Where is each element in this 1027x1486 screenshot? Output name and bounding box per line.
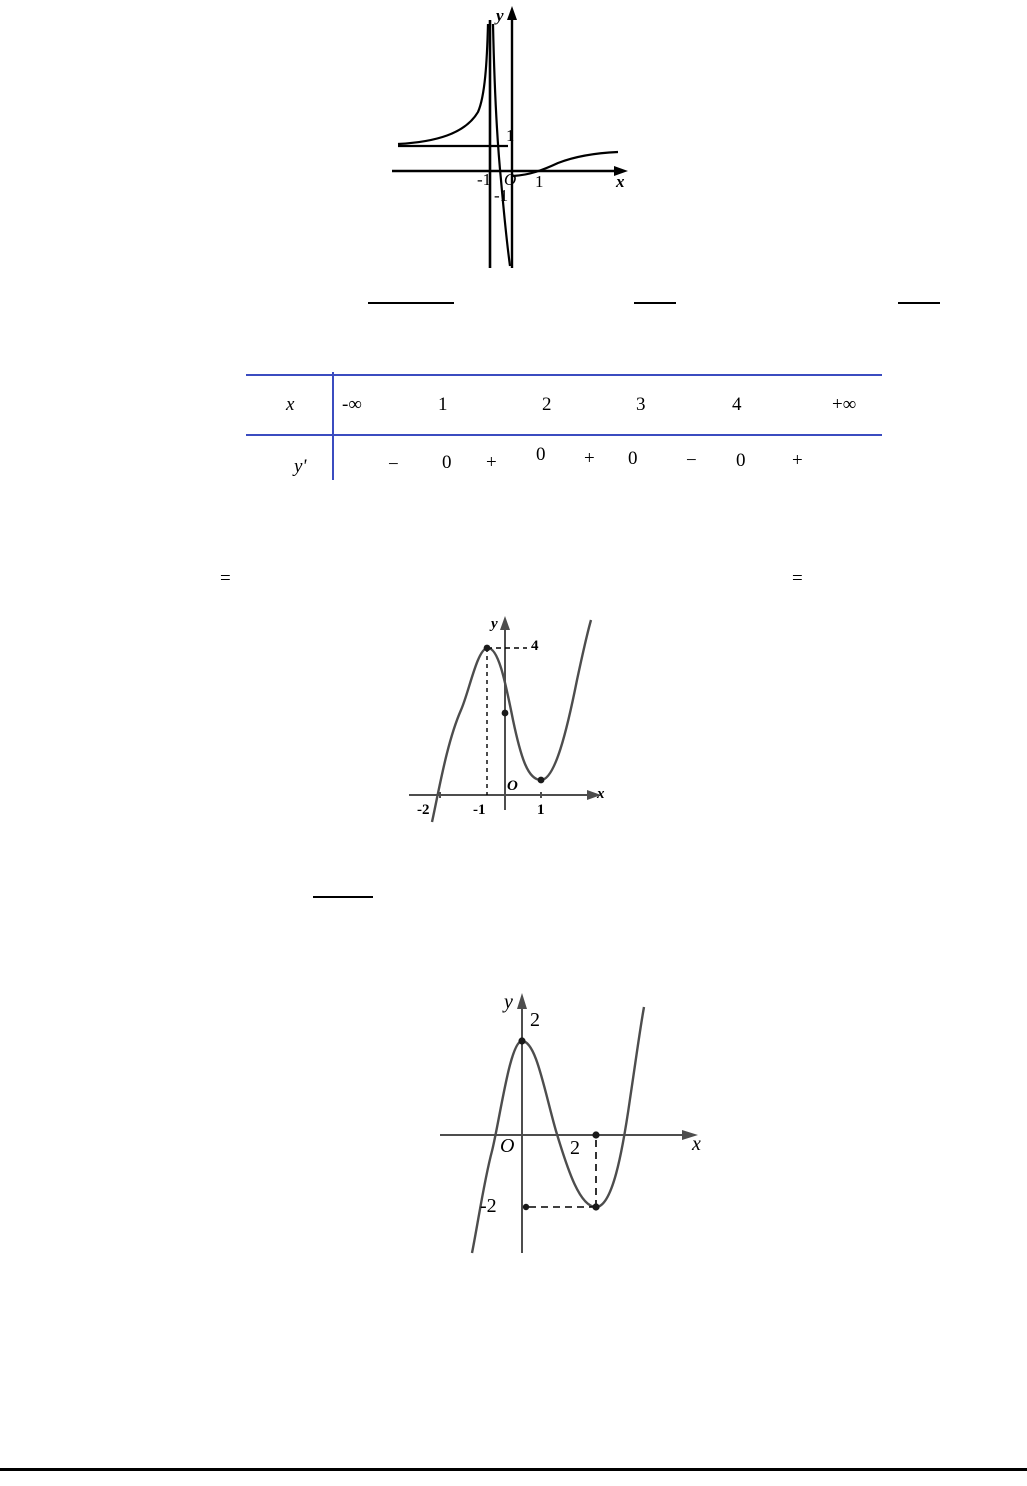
y-axis-label: y	[491, 616, 498, 632]
x-tick-one-label: 1	[535, 172, 544, 191]
fraction-bar-lower	[313, 896, 373, 898]
curve-right-branch	[513, 152, 618, 176]
tick-four-label: 4	[531, 638, 539, 654]
tick-two-x-label: 2	[570, 1137, 580, 1159]
sign-value-6: −	[686, 450, 697, 471]
origin-label: O	[507, 778, 518, 794]
tick-one-label: 1	[537, 802, 545, 818]
point-maximum	[518, 1037, 525, 1044]
figure-cubic-max-four	[395, 610, 635, 840]
table-rule-top	[246, 374, 882, 376]
tick-neg-one-label: -1	[473, 802, 486, 818]
x-value-4: 4	[732, 394, 742, 415]
x-value-2: 2	[542, 394, 552, 415]
x-value-3: 3	[636, 394, 646, 415]
point-neg-two-tick	[523, 1204, 529, 1210]
fraction-bar-right	[898, 302, 940, 304]
table-rule-vertical	[332, 372, 334, 480]
sign-value-3: 0	[536, 444, 546, 465]
sign-value-4: +	[584, 448, 595, 469]
x-axis-label: x	[597, 786, 605, 802]
curve-left-branch	[398, 24, 488, 144]
figure-rational-graph	[380, 0, 660, 290]
fraction-bar-middle	[634, 302, 676, 304]
sign-value-0: −	[388, 454, 399, 475]
tick-two-y-label: 2	[530, 1009, 540, 1031]
point-maximum	[484, 645, 491, 652]
sign-value-2: +	[486, 452, 497, 473]
x-axis-label: x	[692, 1133, 701, 1155]
page-bottom-rule	[0, 1468, 1027, 1471]
cubic-two-svg	[430, 985, 730, 1275]
point-minimum	[592, 1203, 599, 1210]
equals-sign-left: =	[220, 568, 231, 589]
tick-neg-two-y-label: -2	[480, 1195, 497, 1217]
tick-neg-two-label: -2	[417, 802, 430, 818]
sign-value-1: 0	[442, 452, 452, 473]
x-axis-label: x	[616, 172, 625, 191]
x-value-neg-infinity: -∞	[342, 394, 362, 415]
sign-value-7: 0	[736, 450, 746, 471]
sign-value-5: 0	[628, 448, 638, 469]
point-x-two	[592, 1131, 599, 1138]
y-tick-neg-one-label: -1	[494, 186, 509, 205]
equals-sign-right: =	[792, 568, 803, 589]
cubic-curve	[472, 1007, 644, 1253]
cubic-four-svg	[395, 610, 635, 840]
y-axis-label: y	[504, 991, 513, 1013]
origin-label: O	[500, 1135, 515, 1157]
y-tick-one-label: 1	[506, 126, 515, 145]
row-label-x: x	[286, 394, 295, 415]
point-minimum	[538, 777, 545, 784]
origin-label: O	[504, 170, 517, 189]
x-value-1: 1	[438, 394, 448, 415]
y-axis-arrow	[500, 616, 510, 630]
sign-value-8: +	[792, 450, 803, 471]
figure-cubic-two	[430, 985, 730, 1275]
table-rule-middle	[246, 434, 882, 436]
x-tick-neg-one-label: -1	[477, 170, 492, 189]
rational-graph-svg	[380, 0, 660, 290]
row-label-yprime: y'	[294, 456, 307, 477]
sign-table	[246, 366, 882, 488]
y-axis-label: y	[496, 6, 504, 25]
y-axis-arrow	[507, 6, 517, 20]
y-axis-arrow	[517, 993, 527, 1009]
fraction-bar-left	[368, 302, 454, 304]
x-value-pos-infinity: +∞	[832, 394, 857, 415]
point-inflection	[502, 710, 509, 717]
